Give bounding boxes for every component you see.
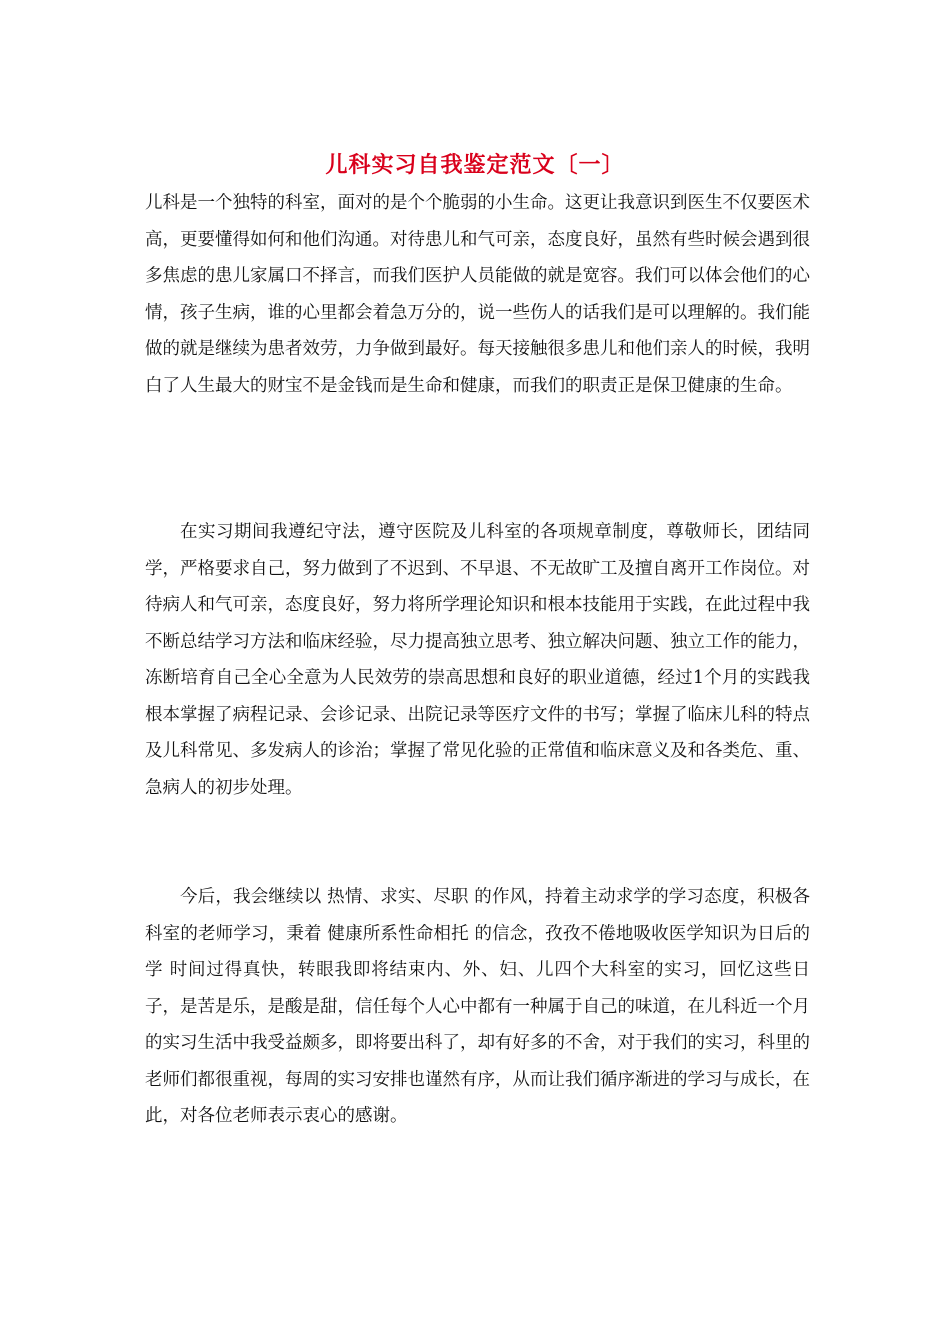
document-title: 儿科实习自我鉴定范文〔一〕 (325, 152, 625, 178)
paragraph-3: 今后，我会继续以 热情、求实、尽职 的作风，持着主动求学的学习态度，积极各科室的老师学习，秉着 健康所系性命相托 的信念，孜孜不倦地吸收医学知识为日后的学 时间过得真快，转眼我即将结束内、外、妇、儿四个大科室的实习，回忆这些日子，是苦是乐，是酸是甜，信任每个人心中都有一种属于自己的味道，在儿科近一个月的实习生活中我受益颇多，即将要出科了，却有好多的不舍，对于我们的实习，科里的老师们都很重视，每周的实习安排也谨然有序，从而让我们循序渐进的学习与成长，在此，对各位老师表示衷心的感谢。 (145, 887, 810, 1126)
paragraph-2: 在实习期间我遵纪守法，遵守医院及儿科室的各项规章制度，尊敬师长，团结同学，严格要求自己，努力做到了不迟到、不早退、不无故旷工及擅自离开工作岗位。对待病人和气可亲，态度良好，努力将所学理论知识和根本技能用于实践，在此过程中我不断总结学习方法和临床经验，尽力提高独立思考、独立解决问题、独立工作的能力，冻断培育自己全心全意为人民效劳的崇高思想和良好的职业道德，经过1个月的实践我根本掌握了病程记录、会诊记录、出院记录等医疗文件的书写；掌握了临床儿科的特点及儿科常见、多发病人的诊治；掌握了常见化验的正常值和临床意义及和各类危、重、急病人的初步处理。 (145, 522, 810, 798)
paragraph-1: 儿科是一个独特的科室，面对的是个个脆弱的小生命。这更让我意识到医生不仅要医术高，更要懂得如何和他们沟通。对待患儿和气可亲，态度良好，虽然有些时候会遇到很多焦虑的患儿家属口不择言，而我们医护人员能做的就是宽容。我们可以体会他们的心情，孩子生病，谁的心里都会着急万分的，说一些伤人的话我们是可以理解的。我们能做的就是继续为患者效劳，力争做到最好。每天接触很多患儿和他们亲人的时候，我明白了人生最大的财宝不是金钱而是生命和健康，而我们的职责正是保卫健康的生命。 (145, 193, 810, 396)
